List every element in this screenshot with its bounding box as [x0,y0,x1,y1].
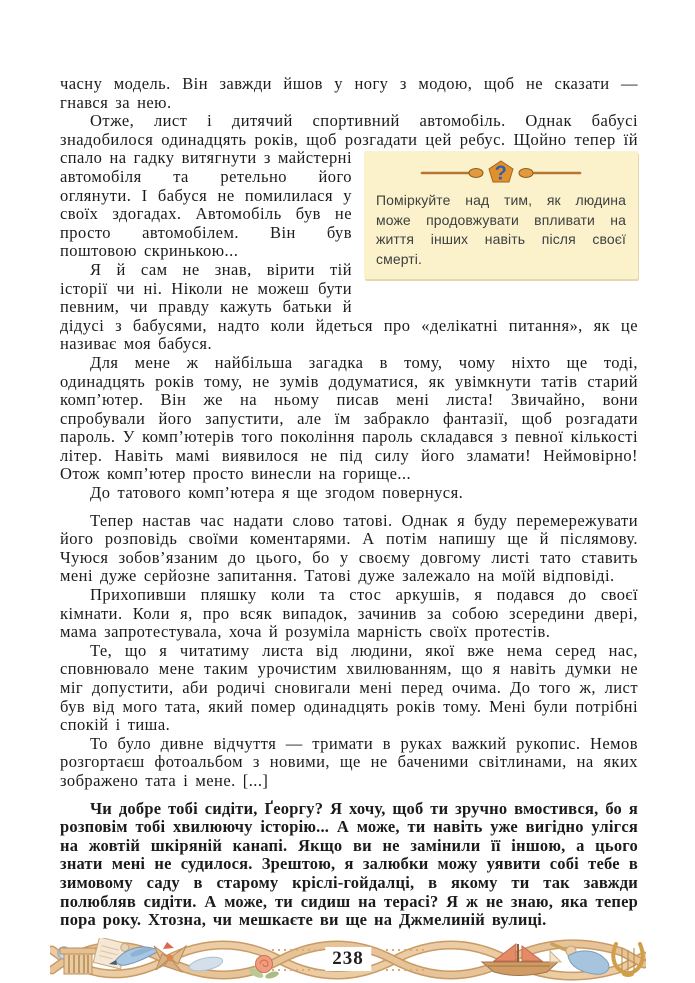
paragraph: часну модель. Він завжди йшов у ногу з модою, щоб не сказати — гнався за нею. [60,74,638,112]
paragraph: Для мене ж найбільша загадка в тому, чому ніхто ще тоді, одинадцять років тому, не зумів додуматися, як увімкнути татів старий комп’ютер. Він же на ньому писав мені листа! Звичайно, вони спробували його запустити, але їм забракло фантазії, щоб розгадати пароль. У комп’ютерів того покоління пароль складався з певної кількості літер. Навіть мамі виявилося не під силу його зламати! Неймовірно! Отож комп’ютер просто винесли на горище... [60,352,638,484]
paragraph-text: Отже, лист і дитячий спортивний автомобіль. Однак бабусі знадобилося одинадцять років, щоб розгадати цей ребус. Щойно тепер їй [60,111,638,149]
paragraph: Те, що я читатиму листа від людини, якої вже нема серед нас, сповнювало мене таким урочистим хвилюванням, що я навіть думки не міг допустити, аби родичі сновигали мені перед очима. До того ж, лист був від мого тата, який помер одинадцять років тому. Мені були потрібні спокій і тиша. [60,640,638,735]
paragraph [60,111,638,267]
letter-paragraph: Чи добре тобі сидіти, Ґеоргу? Я хочу, щоб ти зручно вмостився, бо я розповім тобі хвилюючу історію... А може, ти навіть уже вигідно улігся на жовтій шкіряній канапі. Якщо ви не замінили її іншою, а цього знати мені не судилося. Зрештою, я залюбки можу уявити собі тебе в зимовому саду в старому кріслі-гойдалці, в якому ти так завжди полюбляв сидіти. А може, ти сидиш на терасі? Я ж не знаю, яка тепер пора року. Хтозна, чи мешкаєте ви ще на Джмелиній вулиці. [60,798,638,930]
paragraph: До татового комп’ютера я ще згодом повернуся. [90,483,464,503]
paragraph-text: спало на гадку витягнути з майстерні автомобіля та ретельно його оглянути. І бабуся не помилилася у своїх здогадах. Автомобіль був не просто автомобілем. Він був поштовою скринькою... [60,148,352,261]
svg-text:?: ? [494,162,508,185]
column-capital-icon [58,947,96,974]
paragraph: Прихопивши пляшку коли та стос аркушів, я подався до своєї кімнати. Коли я, про всяк випадок, зачинив за собою зсередини двері, мама запротестувала, хоча й розуміла марність своїх протестів. [60,585,638,642]
page-footer [50,938,646,982]
paragraph: Тепер настав час надати слово татові. Однак я буду перемережувати його розповідь своїми коментарями. А потім напишу ще й післямову. Чуюся зобов’язаним до цього, бо у своєму довгому листі тато ставить мені дуже серйозне запитання. Татові дуже залежало на моїй відповіді. [60,510,638,586]
callout-text: Поміркуйте над тим, як людина може продовжувати впливати на життя інших навіть після своєї смерті. [376,192,626,267]
paragraph: Я й сам не знав, вірити тій історії чи ні. Ніколи не можеш бути певним, чи правду кажуть батьки й дідусі з бабусями, надто коли йдеться про «делікатні питання», як це називає моя бабуся. [60,259,638,354]
paragraph: То було дивне відчуття — тримати в руках важкий рукопис. Немов розгортаєш фотоальбом з новими, ще не баченими світлинами, на яких зображено тата і мене. [...] [60,733,638,790]
page-number: 238 [325,947,371,971]
question-ornament-icon [376,159,626,186]
callout-box [364,151,638,279]
body-text [60,75,638,930]
